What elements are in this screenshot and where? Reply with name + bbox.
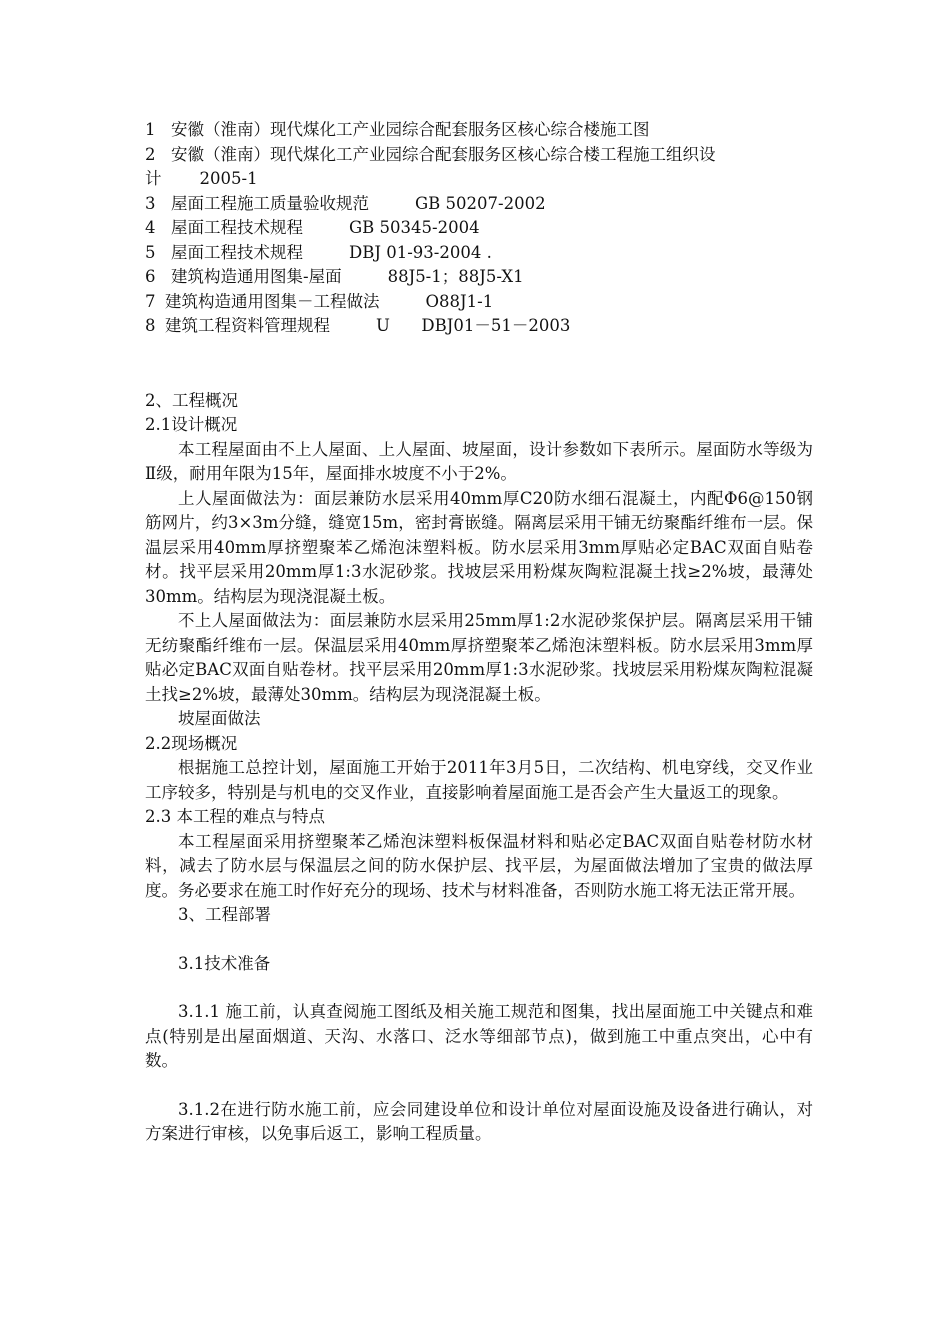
spacer <box>145 928 813 952</box>
paragraph: 本工程屋面由不上人屋面、上人屋面、坡屋面，设计参数如下表所示。屋面防水等级为Ⅱ级，耐用年限为15年，屋面排水坡度不小于2%。 <box>145 439 813 483</box>
reference-number: 5 <box>145 242 156 262</box>
reference-code: 88J5-1；88J5-X1 <box>387 267 524 286</box>
reference-title: 屋面工程施工质量验收规范 <box>171 193 369 213</box>
reference-item <box>145 265 813 290</box>
reference-code: U DBJ01－51－2003 <box>376 316 571 335</box>
paragraph: 上人屋面做法为：面层兼防水层采用40mm厚C20防水细石混凝土，内配Φ6@150钢筋网片，约3×3m分缝，缝宽15m，密封膏嵌缝。隔离层采用干铺无纺聚酯纤维布一层。保温层采用40mm厚挤塑聚苯乙烯泡沫塑料板。防水层采用3mm厚贴必定BAC双面自贴卷材。找平层采用20mm厚1:3水泥砂浆。找坡层采用粉煤灰陶粒混凝土找≥2%坡，最薄处30mm。结构层为现浇混凝土板。 <box>145 488 813 606</box>
reference-number: 7 <box>145 291 156 311</box>
subsection-heading: 2.1设计概况 <box>145 415 238 434</box>
reference-number: 2 <box>145 144 156 164</box>
reference-code: GB 50207-2002 <box>415 193 546 213</box>
spacer <box>145 976 813 1000</box>
reference-code: O88J1-1 <box>425 291 494 311</box>
spacer <box>145 1074 813 1098</box>
reference-title: 安徽（淮南）现代煤化工产业园综合配套服务区核心综合楼施工图 <box>171 120 650 139</box>
reference-item <box>145 314 813 339</box>
reference-item <box>145 167 813 192</box>
section-heading: 2、工程概况 <box>145 390 238 410</box>
reference-title: 安徽（淮南）现代煤化工产业园综合配套服务区核心综合楼工程施工组织设 <box>171 144 716 164</box>
section-heading: 3、工程部署 <box>178 905 271 924</box>
reference-list <box>145 118 813 339</box>
reference-title: 建筑工程资料管理规程 <box>165 316 330 335</box>
reference-title: 建筑构造通用图集－工程做法 <box>165 291 380 311</box>
reference-code: DBJ 01-93-2004 . <box>349 242 492 262</box>
reference-title: 屋面工程技术规程 <box>171 242 303 262</box>
reference-number: 4 <box>145 218 156 237</box>
spacer <box>145 339 813 389</box>
reference-number: 1 <box>145 120 156 139</box>
reference-number: 3 <box>145 193 156 213</box>
reference-title: 计 <box>145 169 162 188</box>
subsection-heading: 3.1技术准备 <box>178 953 271 973</box>
subsection-heading: 2.2现场概况 <box>145 733 238 753</box>
paragraph: 根据施工总控计划，屋面施工开始于2011年3月5日，二次结构、机电穿线，交叉作业工序较多，特别是与机电的交叉作业，直接影响着屋面施工是否会产生大量返工的现象。 <box>145 758 813 802</box>
reference-title: 建筑构造通用图集-屋面 <box>171 267 342 286</box>
reference-number: 8 <box>145 316 156 335</box>
reference-item <box>145 241 813 266</box>
subsection-heading: 2.3 本工程的难点与特点 <box>145 807 325 826</box>
paragraph: 3.1.1 施工前，认真查阅施工图纸及相关施工规范和图集，找出屋面施工中关键点和难点(特别是出屋面烟道、天沟、水落口、泛水等细部节点)，做到施工中重点突出，心中有数。 <box>145 1002 813 1070</box>
reference-code: 2005-1 <box>199 169 258 188</box>
paragraph: 本工程屋面采用挤塑聚苯乙烯泡沫塑料板保温材料和贴必定BAC双面自贴卷材防水材料，减去了防水层与保温层之间的防水保护层、找平层，为屋面做法增加了宝贵的做法厚度。务必要求在施工时作好充分的现场、技术与材料准备，否则防水施工将无法正常开展。 <box>145 831 813 900</box>
reference-title: 屋面工程技术规程 <box>171 218 303 237</box>
paragraph: 不上人屋面做法为：面层兼防水层采用25mm厚1:2水泥砂浆保护层。隔离层采用干铺无纺聚酯纤维布一层。保温层采用40mm厚挤塑聚苯乙烯泡沫塑料板。防水层采用3mm厚贴必定BAC双面自贴卷材。找平层采用20mm厚1:3水泥砂浆。找坡层采用粉煤灰陶粒混凝土找≥2%坡，最薄处30mm。结构层为现浇混凝土板。 <box>145 611 813 704</box>
reference-item <box>145 216 813 241</box>
reference-number: 6 <box>145 267 156 286</box>
reference-code: GB 50345-2004 <box>349 218 480 237</box>
paragraph: 坡屋面做法 <box>178 709 261 728</box>
reference-item <box>145 118 813 143</box>
paragraph: 3.1.2在进行防水施工前，应会同建设单位和设计单位对屋面设施及设备进行确认，对方案进行审核，以免事后返工，影响工程质量。 <box>145 1099 813 1143</box>
reference-item <box>145 143 813 168</box>
document-page <box>145 118 813 1147</box>
reference-item <box>145 290 813 315</box>
reference-item <box>145 192 813 217</box>
